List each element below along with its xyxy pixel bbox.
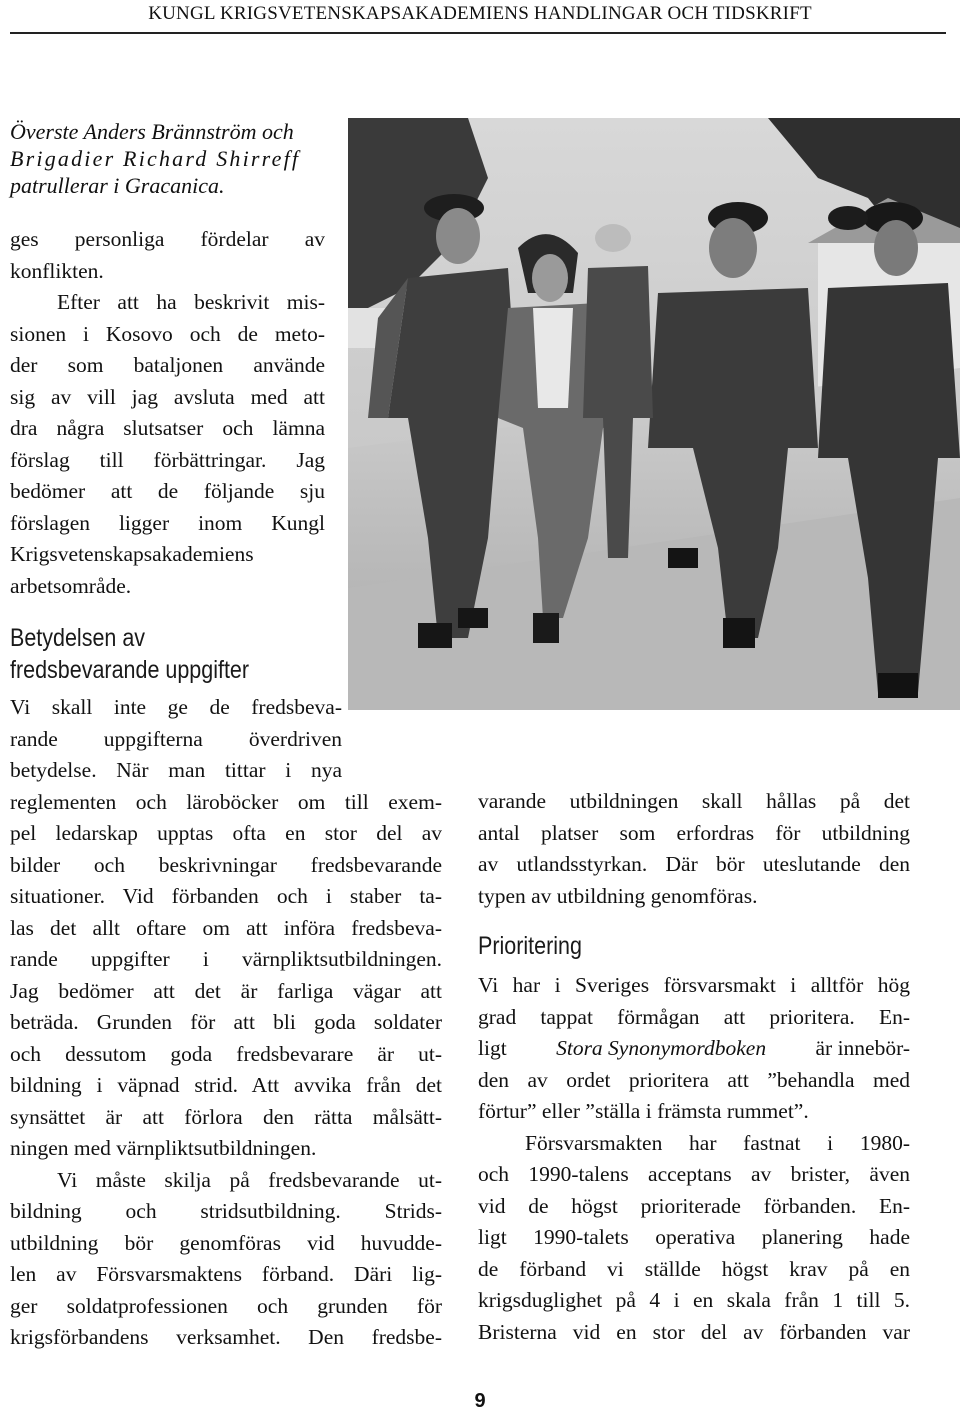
soldiers-photo (348, 118, 960, 710)
heading-line: fredsbevarande uppgifter (10, 656, 250, 684)
caption-line: patrullerar i Gracanica. (10, 173, 225, 198)
text-line: bilder och beskrivningar fredsbevarande (10, 852, 442, 877)
text-line: arbetsområde. (10, 573, 132, 598)
left-column-section (10, 692, 342, 755)
text-line: ges personliga fördelar av (10, 227, 325, 251)
text-line: pel ledarskap upptas ofta en stor del av (10, 821, 442, 845)
text-line: förtur” eller ”ställa i främsta rummet”. (478, 1099, 809, 1123)
text-line: antal platser som erfordras för utbildning (478, 820, 910, 845)
text-line: av utlandsstyrkan. Där bör uteslutande den (478, 852, 910, 876)
text-line: ger soldatprofessionen och grunden för (10, 1293, 442, 1318)
right-column-body (478, 970, 910, 1348)
caption-line: Brigadier Richard Shirreff (10, 146, 301, 171)
text-line: Jag bedömer att det är farliga vägar att (10, 978, 442, 1003)
text-line: ligt 1990-talets operativa planering hade (478, 1225, 910, 1249)
text-line: förslag till förbättringar. Jag (10, 447, 325, 472)
text-line: och dessutom goda fredsbevarare är ut- (10, 1041, 442, 1066)
text-line: grad tappat förmågan att prioritera. En- (478, 1004, 910, 1029)
text-fragment: är innebör- (815, 1036, 910, 1060)
text-line: typen av utbildning genomföras. (478, 883, 758, 908)
text-line: reglementen och läroböcker om till exem- (10, 789, 442, 814)
section-heading-fredsbevarande (10, 622, 249, 686)
text-line: vid de högst prioriterade förbanden. En- (478, 1193, 910, 1218)
text-line: krigsförbandens verksamhet. Den fredsbe- (10, 1325, 442, 1349)
text-line: sig av vill jag avsluta med att (10, 384, 325, 409)
text-line: ningen med värnpliktsutbildningen. (10, 1136, 317, 1160)
text-line: rande uppgifter i värnpliktsutbildningen. (10, 947, 442, 971)
left-column-body (10, 755, 442, 1354)
caption-line: Överste Anders Brännström och (10, 119, 294, 144)
text-line: beträda. Grunden för att bli goda soldater (10, 1010, 442, 1034)
page-number: 9 (474, 1390, 486, 1412)
text-line: dra några slutsatser och lämna (10, 416, 325, 440)
book-title: Stora Synonymordboken (556, 1036, 767, 1060)
right-column-intro (478, 786, 910, 912)
text-line: sionen i Kosovo och de meto- (10, 321, 325, 346)
text-line: Vi skall inte ge de fredsbeva- (10, 695, 342, 719)
text-line: krigsduglighet på 4 i en skala från 1 till 5. (478, 1288, 910, 1312)
text-line: den av ordet prioritera att ”behandla med (478, 1067, 910, 1092)
text-line: bildning och stridsutbildning. Strids- (10, 1199, 442, 1223)
text-line-mixed (478, 1033, 910, 1065)
text-fragment: ligt (478, 1036, 507, 1060)
section-heading-prioritering: Prioritering (478, 932, 582, 960)
text-line: bedömer att de följande sju (10, 479, 325, 503)
heading-line: Betydelsen av (10, 624, 146, 652)
text-line: betydelse. När man tittar i nya (10, 758, 342, 782)
text-line: utbildning bör genomföras vid huvudde- (10, 1230, 442, 1255)
text-line: der som bataljonen använde (10, 353, 325, 377)
text-line: Krigsvetenskapsakademiens (10, 542, 254, 566)
text-line: Efter att ha beskrivit mis- (57, 290, 325, 314)
text-line: Vi har i Sveriges försvarsmakt i alltför hög (478, 973, 910, 997)
text-line: situationer. Vid förbanden och i staber ta- (10, 884, 442, 908)
text-line: rande uppgifterna överdriven (10, 726, 342, 751)
text-line: förslagen ligger inom Kungl (10, 510, 325, 535)
text-line: de förband vi ställde högst krav på en (478, 1256, 910, 1281)
text-line: las det allt oftare om att införa fredsbeva- (10, 915, 442, 940)
text-line: Bristerna vid en stor del av förbanden var (478, 1319, 910, 1344)
photo-soldiers-patrol-icon (348, 118, 960, 710)
photo-caption (10, 118, 330, 199)
text-line: synsättet är att förlora den rätta målsätt- (10, 1104, 442, 1129)
journal-header: KUNGL KRIGSVETENSKAPSAKADEMIENS HANDLINGAR OCH TIDSKRIFT (148, 3, 812, 24)
text-line: varande utbildningen skall hållas på det (478, 789, 910, 813)
text-line: konflikten. (10, 258, 104, 283)
text-line: Vi måste skilja på fredsbevarande ut- (57, 1167, 442, 1192)
header-rule (10, 32, 946, 34)
text-line: Försvarsmakten har fastnat i 1980- (525, 1130, 910, 1155)
left-column-intro (10, 224, 325, 602)
text-line: och 1990-talens acceptans av brister, även (478, 1162, 910, 1186)
text-line: bildning i väpnad strid. Att avvika från det (10, 1073, 442, 1097)
text-line: len av Försvarsmaktens förband. Däri lig- (10, 1262, 442, 1286)
